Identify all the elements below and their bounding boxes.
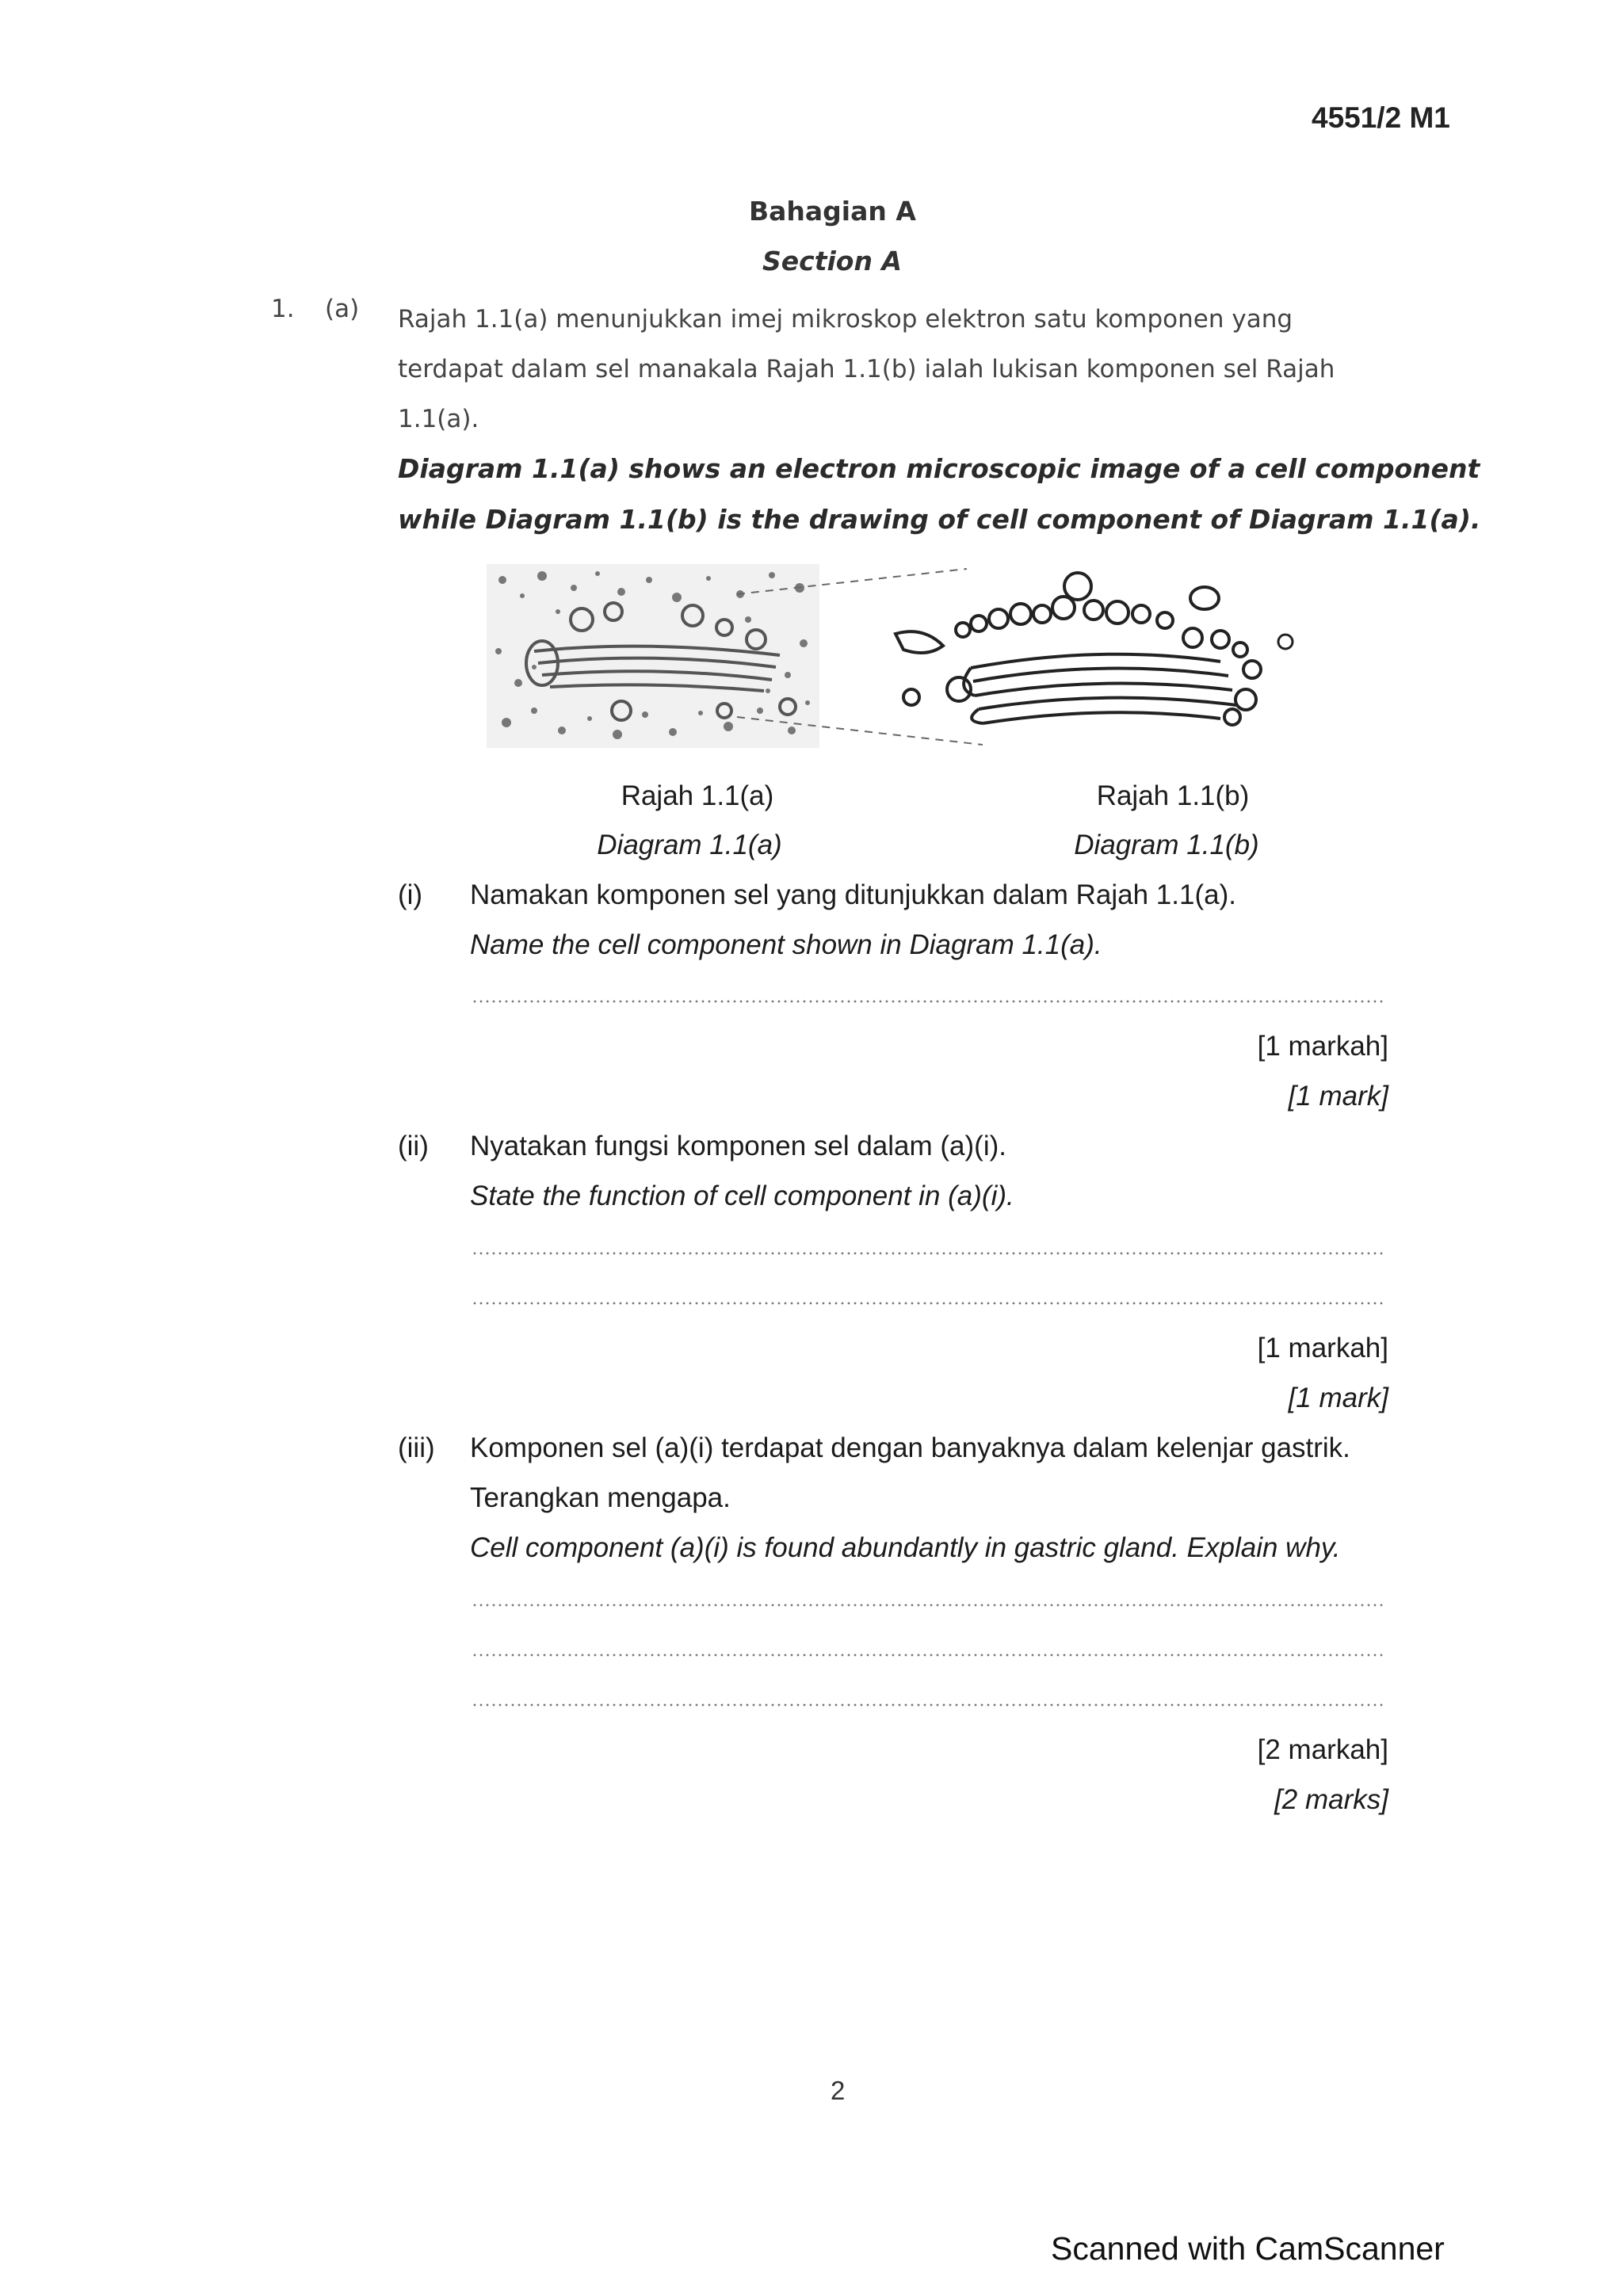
golgi-drawing xyxy=(880,551,1276,741)
sub-i-malay: Namakan komponen sel yang ditunjukkan dalam Rajah 1.1(a). xyxy=(470,879,1236,910)
sub-iii-english: Cell component (a)(i) is found abundantly in gastric gland. Explain why. xyxy=(470,1532,1341,1563)
sub-iii-malay-line-1: Komponen sel (a)(i) terdapat dengan banyaknya dalam kelenjar gastrik. xyxy=(470,1432,1350,1463)
answer-line-iii-2[interactable] xyxy=(472,1653,1383,1657)
intro-malay-line-2: terdapat dalam sel manakala Rajah 1.1(b) ialah lukisan komponen sel Rajah xyxy=(398,355,1335,383)
sub-iii-number: (iii) xyxy=(398,1432,435,1463)
question-part-label: (a) xyxy=(325,295,360,323)
answer-line-iii-1[interactable] xyxy=(472,1604,1383,1607)
sub-iii-malay-line-2: Terangkan mengapa. xyxy=(470,1482,731,1513)
section-title-english: Section A xyxy=(762,246,902,277)
answer-line-i-1[interactable] xyxy=(472,1000,1383,1003)
caption-right-malay: Rajah 1.1(b) xyxy=(1096,780,1250,811)
sub-iii-marks-malay: [2 markah] xyxy=(1257,1734,1388,1765)
caption-left-malay: Rajah 1.1(a) xyxy=(621,780,774,811)
caption-left-english: Diagram 1.1(a) xyxy=(597,830,782,860)
sub-ii-malay: Nyatakan fungsi komponen sel dalam (a)(i). xyxy=(470,1131,1006,1161)
vesicle-mark xyxy=(1274,630,1297,654)
answer-line-ii-1[interactable] xyxy=(472,1252,1383,1255)
intro-malay-line-3: 1.1(a). xyxy=(398,405,479,433)
sub-i-marks-malay: [1 markah] xyxy=(1257,1031,1388,1062)
section-title-malay: Bahagian A xyxy=(749,196,916,227)
sub-i-number: (i) xyxy=(398,879,423,910)
intro-english-line-1: Diagram 1.1(a) shows an electron microscopic image of a cell component xyxy=(398,453,1480,484)
sub-i-english: Name the cell component shown in Diagram 1.1(a). xyxy=(470,929,1102,960)
sub-ii-marks-malay: [1 markah] xyxy=(1257,1333,1388,1363)
intro-malay-line-1: Rajah 1.1(a) menunjukkan imej mikroskop elektron satu komponen yang xyxy=(398,305,1293,334)
sub-ii-number: (ii) xyxy=(398,1131,429,1161)
camscanner-watermark: Scanned with CamScanner xyxy=(1051,2230,1445,2267)
page-number: 2 xyxy=(831,2076,846,2105)
sub-i-marks-english: [1 mark] xyxy=(1288,1081,1388,1112)
answer-line-ii-2[interactable] xyxy=(472,1302,1383,1305)
sub-ii-marks-english: [1 mark] xyxy=(1288,1383,1388,1413)
answer-line-iii-3[interactable] xyxy=(472,1703,1383,1707)
intro-english-line-2: while Diagram 1.1(b) is the drawing of cell component of Diagram 1.1(a). xyxy=(398,504,1481,535)
sub-iii-marks-english: [2 marks] xyxy=(1274,1784,1388,1815)
question-number: 1. xyxy=(271,295,295,323)
caption-right-english: Diagram 1.1(b) xyxy=(1074,830,1259,860)
sub-ii-english: State the function of cell component in (a)(i). xyxy=(470,1180,1014,1211)
paper-code: 4551/2 M1 xyxy=(1312,101,1450,134)
